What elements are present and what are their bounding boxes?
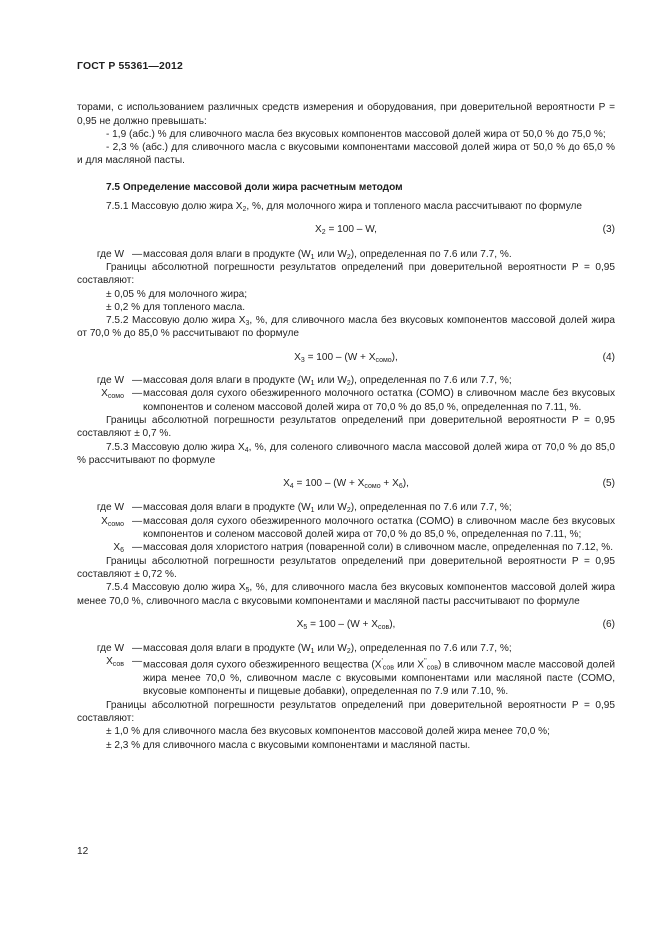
where-row: $X_{сомо}$ — массовая доля сухого обезжиренного молочного остатка (СОМО) в сливочном масле без вкусовых компонентов и соленом массовой долей жира от 70,0 % до 85,0 %, определенная по 7.11, %. [101,388,615,413]
limit-item: ± 2,3 % для сливочного масла с вкусовыми компонентами и масляной пасты. [106,739,471,751]
where-row: $X_{сов}$ — массовая доля сухого обезжиренного вещества ($X'_{сов}$ или $X''_{сов}$) в сливочном масле массовой долей жира менее 70,0 %, сливочном масле с вкусовыми компонентами или масляной пасте (СОМО, вкусовые компоненты и пищевые добавки), определенная по 7.9 или 7.10, %. [106,656,616,698]
intro-paragraph: торами, с использованием различных средств измерения и оборудования, при доверительной вероятности P = 0,95 не должно превышать: [77,102,615,127]
where-row: $X_{сомо}$ — массовая доля сухого обезжиренного молочного остатка (СОМО) в сливочном масле без вкусовых компонентов и соленом массовой долей жира от 70,0 % до 85,0 %, определенная по 7.11, %; [101,515,615,541]
limit-item: ± 0,05 % для молочного жира; [106,288,248,300]
where-row: где W — массовая доля влаги в продукте ($W_1$ или $W_2$), определенная по 7.6 или 7.7, %. [96,248,512,261]
limits-paragraph: Границы абсолютной погрешности результатов определений при доверительной вероятности P = 0,95 составляют ± 0,72 %. [77,555,615,580]
formula-number: (6) [602,618,615,630]
intro-item-1: - 1,9 (абс.) % для сливочного масла без вкусовых компонентов массовой долей жира от 50,0 % до 75,0 %; [106,128,606,140]
intro-item-2: - 2,3 % (абс.) для сливочного масла с вкусовыми компонентами массовой долей жира от 50,0 % до 65,0 % и для масляной пасты. [77,142,615,167]
where-row: где W — массовая доля влаги в продукте ($W_1$ или $W_2$), определенная по 7.6 или 7.7, %; [96,502,512,515]
limit-item: ± 1,0 % для сливочного масла без вкусовых компонентов массовой долей жира менее 70,0 %; [106,726,550,738]
formula-number: (4) [602,351,615,363]
limits-paragraph: Границы абсолютной погрешности результатов определений при доверительной вероятности P = 0,95 составляют: [77,699,615,724]
where-row: где W — массовая доля влаги в продукте ($W_1$ или $W_2$), определенная по 7.6 или 7.7, %; [96,375,512,388]
formula-number: (3) [602,224,615,236]
clause-7-5-3: 7.5.3 Массовую долю жира $X_4$, %, для соленого сливочного масла массовой долей жира от 70,0 % до 85,0 % рассчитывают по формуле [77,441,615,466]
limits-paragraph: Границы абсолютной погрешности результатов определений при доверительной вероятности P = 0,95 составляют: [77,261,615,287]
limits-paragraph: Границы абсолютной погрешности результатов определений при доверительной вероятности P = 0,95 составляют ± 0,7 %. [77,414,615,440]
clause-7-5-4: 7.5.4 Массовую долю жира $X_5$, %, для сливочного масла без вкусовых компонентов массовой долей жира менее 70,0 %, сливочного масла с вкусовыми компонентами и масляной пасты рассчитывают по формуле [77,582,615,607]
limit-item: ± 0,2 % для топленого масла. [106,301,246,313]
clause-7-5-1: 7.5.1 Массовую долю жира $X_2$, %, для молочного жира и топленого масла рассчитывают по формуле [106,201,583,214]
formula-number: (5) [602,478,615,490]
document-header: ГОСТ Р 55361—2012 [77,61,183,72]
clause-7-5-2: 7.5.2 Массовую долю жира $X_3$, %, для сливочного масла без вкусовых компонентов массовой долей жира от 70,0 % до 85,0 % рассчитывают по формуле [77,315,615,340]
where-row: $X_6$ — массовая доля хлористого натрия (поваренной соли) в сливочном масле, определенная по 7.12, %. [113,542,613,555]
formula-4: $X_3 = 100 - (W + X_{сомо})$, (4) [294,351,615,364]
formula-3: $X_2 = 100 - W$, (3) [315,224,615,237]
section-heading: 7.5 Определение массовой доли жира расчетным методом [106,181,403,193]
formula-5: $X_4 = 100 - (W + X_{сомо} + X_6)$, (5) [283,478,615,491]
formula-6: $X_5 = 100 - (W + X_{сов})$, (6) [296,618,615,631]
page-number: 12 [77,846,89,857]
where-row: где W — массовая доля влаги в продукте ($W_1$ или $W_2$), определенная по 7.6 или 7.7, %; [96,643,512,656]
